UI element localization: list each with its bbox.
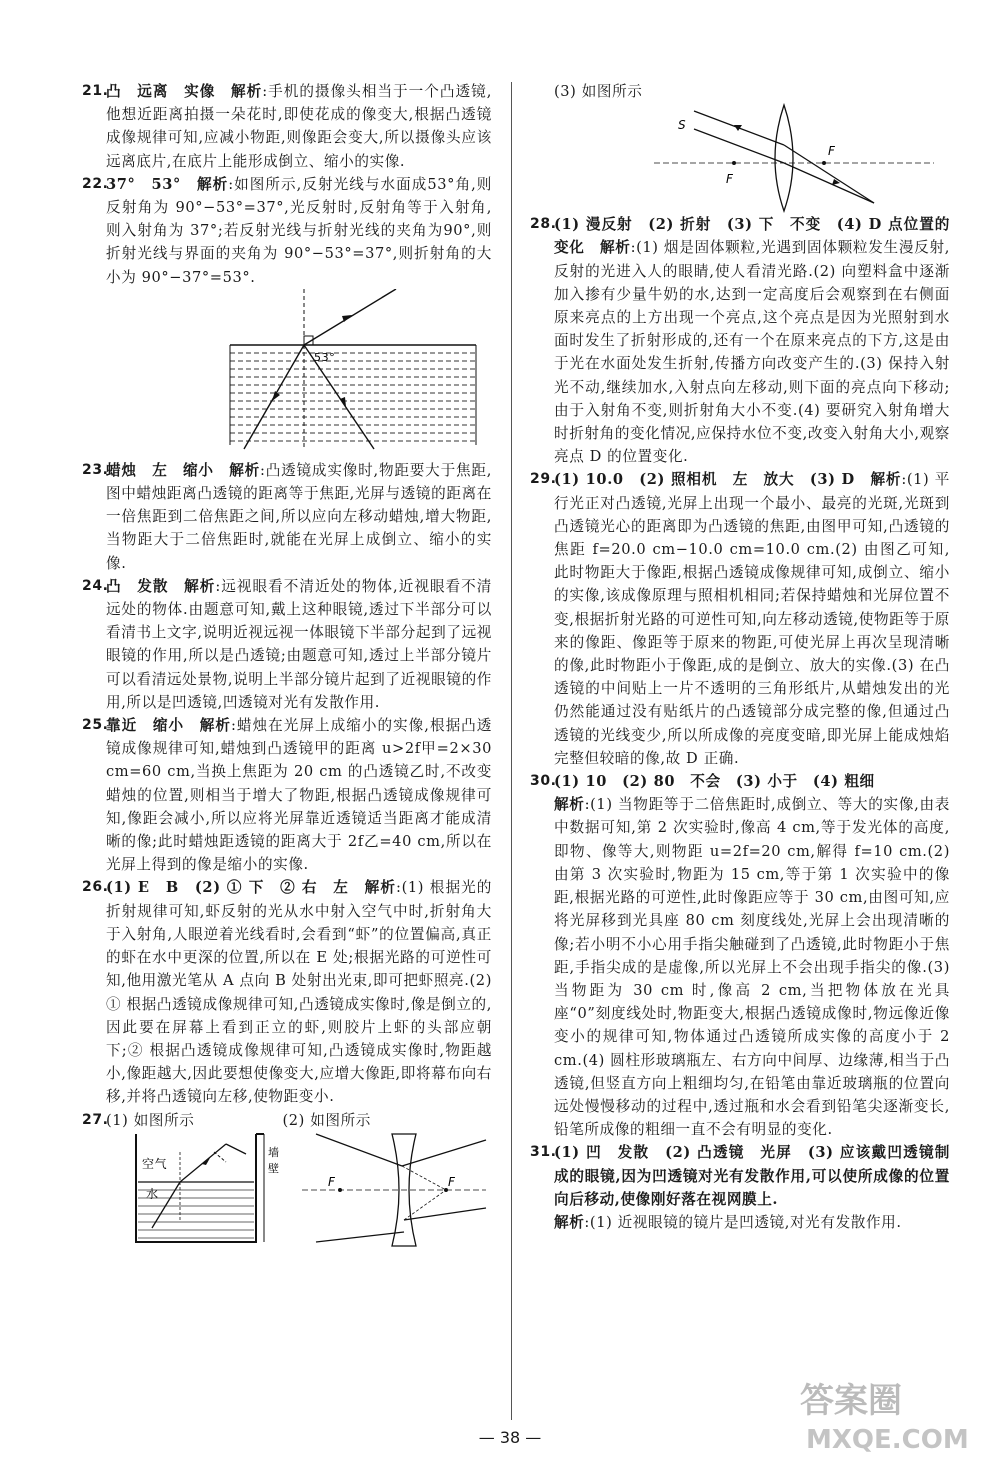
fig-label-f-left: F bbox=[328, 1174, 336, 1189]
analysis-label: 解析 bbox=[230, 83, 263, 100]
watermark-line-2: MXQE.COM bbox=[806, 1425, 969, 1455]
question-number: 22. bbox=[82, 175, 109, 192]
question-27-part-3 bbox=[530, 80, 950, 213]
analysis-text: :手机的摄像头相当于一个凸透镜,他想近距离拍摄一朵花时,即使花成的像变大,根据凸透镜成像规律可知,应减小物距,则像距会变大,所以摄像头应该远离底片,在底片上能形成倒立、缩小的实像. bbox=[106, 83, 492, 170]
answer-text: (1) 凹 发散 (2) 凸透镜 光屏 (3) 应该戴凹透镜制成的眼镜,因为凹透镜对光有发散作用,可以使所成像的位置向后移动,使像刚好落在视网膜上. bbox=[554, 1144, 950, 1208]
fig-label-wall-2: 壁 bbox=[268, 1161, 280, 1175]
reflection-refraction-figure bbox=[106, 289, 492, 459]
fig-label-f-right: F bbox=[448, 1174, 456, 1189]
watermark-line-1: 答案圈 bbox=[800, 1381, 902, 1421]
question-22 bbox=[82, 173, 492, 459]
analysis-text: :蜡烛在光屏上成缩小的实像,根据凸透镜成像规律可知,蜡烛到凸透镜甲的距离 u>2f甲=2×30 cm=60 cm,当换上焦距为 20 cm 的凸透镜乙时,不改变蜡烛的位置,则相当于增大了物距,根据凸透镜成像规律可知,像距会减小,所以应将光屏靠近透镜适当距离才能成清晰的像;此时蜡烛距透镜的距离大于 2f乙=40 cm,所以在光屏上得到的像是缩小的实像. bbox=[106, 717, 492, 874]
answer-paragraph bbox=[554, 468, 950, 770]
analysis-text: :(1) 烟是固体颗粒,光遇到固体颗粒发生漫反射,反射的光进入人的眼睛,使人看清光路.(2) 向塑料盒中逐渐加入掺有少量牛奶的水,达到一定高度后会观察到在右侧面原来亮点的上方出现一个亮点,这个亮点是因为光照射到水面时发生了折射形成的,还有一个在原来亮点的下方,这是由于光在水面处发生折射,传播方向改变产生的.(3) 保持入射光不动,继续加水,入射点向左移动,则下面的亮点向下移动;由于入射角不变,则折射角大小不变.(4) 要研究入射角增大时折射角的变化情况,应保持水位不变,改变入射角大小,观察亮点 D 的位置变化. bbox=[554, 239, 951, 466]
sub-captions bbox=[106, 1109, 492, 1132]
question-31 bbox=[530, 1141, 950, 1234]
answer-text: (1) 10 (2) 80 不会 (3) 小于 (4) 粗细 bbox=[554, 773, 875, 791]
analysis-text: :如图所示,反射光线与水面成53°角,则反射角为 90°−53°=37°,光反射时,反射角等于入射角,则入射角为 37°;若反射光线与折射光线的夹角为90°,则折射光线与界面的夹角为 90°−53°=37°,则折射角的大小为 90°−37°=53°. bbox=[106, 175, 492, 286]
question-number: 23. bbox=[82, 461, 109, 478]
analysis-label: 解析 bbox=[554, 1213, 585, 1231]
analysis-text: :(1) 平行光正对凸透镜,光屏上出现一个最小、最亮的光斑,光斑到凸透镜光心的距离即为凸透镜的焦距,由图甲可知,凸透镜的焦距 f=20.0 cm−10.0 cm=10.0 cm.(2) 由图乙可知,此时物距大于像距,根据凸透镜成像规律可知,成倒立、缩小的实像,该成像原理与照相机相同;若保持蜡烛和光屏位置不变,根据折射光路的可逆性可知,向左移动透镜,使物距等于原来的像距、像距等于原来的物距,可使光屏上再次呈现清晰的像,此时物距小于像距,成的是倒立、放大的实像.(3) 在凸透镜的中间贴上一片不透明的三角形纸片,从蜡烛发出的光仍然能通过没有贴纸片的凸透镜部分成完整的像,但通过凸透镜的光线变少,所以所成像的亮度变暗,即光屏上能成烛焰完整但较暗的像,故 D 正确. bbox=[554, 471, 951, 767]
analysis-paragraph bbox=[554, 793, 950, 1141]
analysis-label: 解析 bbox=[184, 577, 216, 595]
analysis-paragraph bbox=[554, 1211, 950, 1234]
q27-figures bbox=[106, 1132, 492, 1252]
answer-text: (1) 10.0 (2) 照相机 左 放大 (3) D bbox=[554, 471, 855, 489]
column-divider bbox=[511, 82, 512, 1420]
answer-paragraph bbox=[106, 459, 492, 575]
left-column bbox=[82, 80, 492, 1252]
question-23 bbox=[82, 459, 492, 575]
convex-lens-figure bbox=[554, 103, 950, 213]
analysis-text: :远视眼看不清近处的物体,近视眼看不清远处的物体.由题意可知,戴上这种眼镜,透过下半部分可以看清书上文字,说明近视远视一体眼镜下半部分起到了远视眼镜的作用,所以是凸透镜;由题意可知,透过上半部分镜片可以看清远处景物,说明上半部分镜片起到了近视眼镜的作用,所以是凹透镜,凹透镜对光有发散作用. bbox=[106, 577, 492, 711]
page-number: — 38 — bbox=[478, 1428, 542, 1447]
answer-paragraph bbox=[554, 1141, 950, 1211]
answer-paragraph bbox=[106, 714, 492, 876]
analysis-label: 解析 bbox=[870, 471, 902, 489]
fig-label-f-right: F bbox=[828, 144, 836, 159]
answer-text: (1) 漫反射 (2) 折射 (3) 下 不变 (4) D 点位置的变化 bbox=[554, 216, 950, 257]
question-number: 29. bbox=[530, 471, 557, 488]
answer-text: 37° 53° bbox=[106, 175, 181, 193]
question-number: 26. bbox=[82, 879, 109, 896]
fig-label-water: 水 bbox=[146, 1186, 159, 1201]
answer-text: 凸 远离 实像 bbox=[106, 83, 216, 100]
question-30 bbox=[530, 770, 950, 1141]
question-24 bbox=[82, 575, 492, 714]
sub-caption-1: (1) 如图所示 bbox=[106, 1111, 195, 1129]
analysis-label: 解析 bbox=[229, 461, 261, 479]
sub-caption-2: (2) 如图所示 bbox=[282, 1111, 371, 1129]
question-27 bbox=[82, 1109, 492, 1252]
answer-text: (1) E B (2) ① 下 ② 右 左 bbox=[106, 879, 349, 897]
question-number: 31. bbox=[530, 1144, 557, 1161]
analysis-label: 解析 bbox=[196, 175, 229, 193]
fig-label-f-left: F bbox=[726, 172, 734, 187]
fig-label-air: 空气 bbox=[142, 1156, 168, 1171]
answer-text: 靠近 缩小 bbox=[106, 717, 185, 735]
right-column bbox=[530, 80, 950, 1234]
question-number: 21. bbox=[82, 83, 109, 99]
analysis-label: 解析 bbox=[599, 239, 631, 257]
question-number: 24. bbox=[82, 577, 109, 594]
question-29 bbox=[530, 468, 950, 770]
watermark-logo bbox=[788, 1368, 978, 1458]
question-number: 27. bbox=[82, 1111, 109, 1128]
answer-paragraph bbox=[106, 80, 492, 173]
analysis-text: :凸透镜成实像时,物距要大于焦距,图中蜡烛距离凸透镜的距离等于焦距,光屏与透镜的距离在一倍焦距到二倍焦距之间,所以应向左移动蜡烛,增大物距,当物距大于二倍焦距时,就能在光屏上成倒立、缩小的实像. bbox=[106, 461, 493, 572]
answer-paragraph bbox=[106, 173, 492, 289]
analysis-label: 解析 bbox=[554, 796, 585, 814]
analysis-text: :(1) 近视眼镜的镜片是凹透镜,对光有发散作用. bbox=[584, 1213, 902, 1231]
answer-paragraph bbox=[554, 213, 950, 468]
question-number: 28. bbox=[530, 216, 557, 233]
analysis-text: :(1) 根据光的折射规律可知,虾反射的光从水中射入空气中时,折射角大于入射角,人眼逆着光线看时,会看到“虾”的位置偏高,真正的虾在水中更深的位置,所以在 E 处;根据光路的可逆性可知,他用激光笔从 A 点向 B 处射出光束,即可把虾照亮.(2) ① 根据凸透镜成像规律可知,凸透镜成实像时,像是倒立的,因此要在屏幕上看到正立的虾,则胶片上虾的头部应朝下;② 根据凸透镜成像规律可知,凸透镜成实像时,物距越小,像距越大,因此要想使像变大,应增大像距,即将幕布向右移,并将凸透镜向左移,使物距变小. bbox=[106, 879, 493, 1106]
fig-label-s: S bbox=[678, 118, 687, 133]
question-25 bbox=[82, 714, 492, 876]
analysis-label: 解析 bbox=[199, 717, 231, 735]
answer-paragraph bbox=[554, 770, 950, 793]
angle-label: 53° bbox=[314, 350, 336, 364]
answer-paragraph bbox=[106, 575, 492, 714]
question-26 bbox=[82, 876, 492, 1108]
question-number: 25. bbox=[82, 717, 109, 734]
answer-text: 凸 发散 bbox=[106, 577, 169, 595]
question-number: 30. bbox=[530, 773, 557, 790]
sub-caption-3: (3) 如图所示 bbox=[554, 83, 643, 100]
question-21 bbox=[82, 80, 492, 173]
analysis-label: 解析 bbox=[364, 879, 397, 897]
analysis-text: :(1) 当物距等于二倍焦距时,成倒立、等大的实像,由表中数据可知,第 2 次实验时,像高 4 cm,等于发光体的高度,即物、像等大,则物距 u=2f=20 cm,解得 f=10 cm.(2) 由第 3 次实验时,物距为 15 cm,等于第 1 次实验中的像距,根据光路的可逆性,此时像距应等于 30 cm,由图可知,应将光屏移到光具座 80 cm 刻度线处,光屏上会出现清晰的像;若小明不小心用手指尖触碰到了凸透镜,此时物距小于焦距,手指尖成的是虚像,所以光屏上不会出现手指尖的像.(3) 当物距为 30 cm 时,像高 2 cm,当把物体放在光具座“0”刻度线处时,物距变大,根据凸透镜成像时,物远像近像变小的规律可知,物体通过凸透镜所成实像的高度小于 2 cm.(4) 圆柱形玻璃瓶左、右方向中间厚、边缘薄,相当于凸透镜,但竖直方向上粗细均匀,在铅笔由靠近玻璃瓶的位置向远处慢慢移动的过程中,透过瓶和水会看到铅笔尖逐渐变长,铅笔所成像的粗细一直不会有明显的变化. bbox=[554, 796, 951, 1139]
question-28 bbox=[530, 213, 950, 468]
fig-label-wall-1: 墙 bbox=[268, 1145, 280, 1159]
answer-text: 蜡烛 左 缩小 bbox=[106, 461, 214, 479]
answer-paragraph bbox=[106, 876, 492, 1108]
